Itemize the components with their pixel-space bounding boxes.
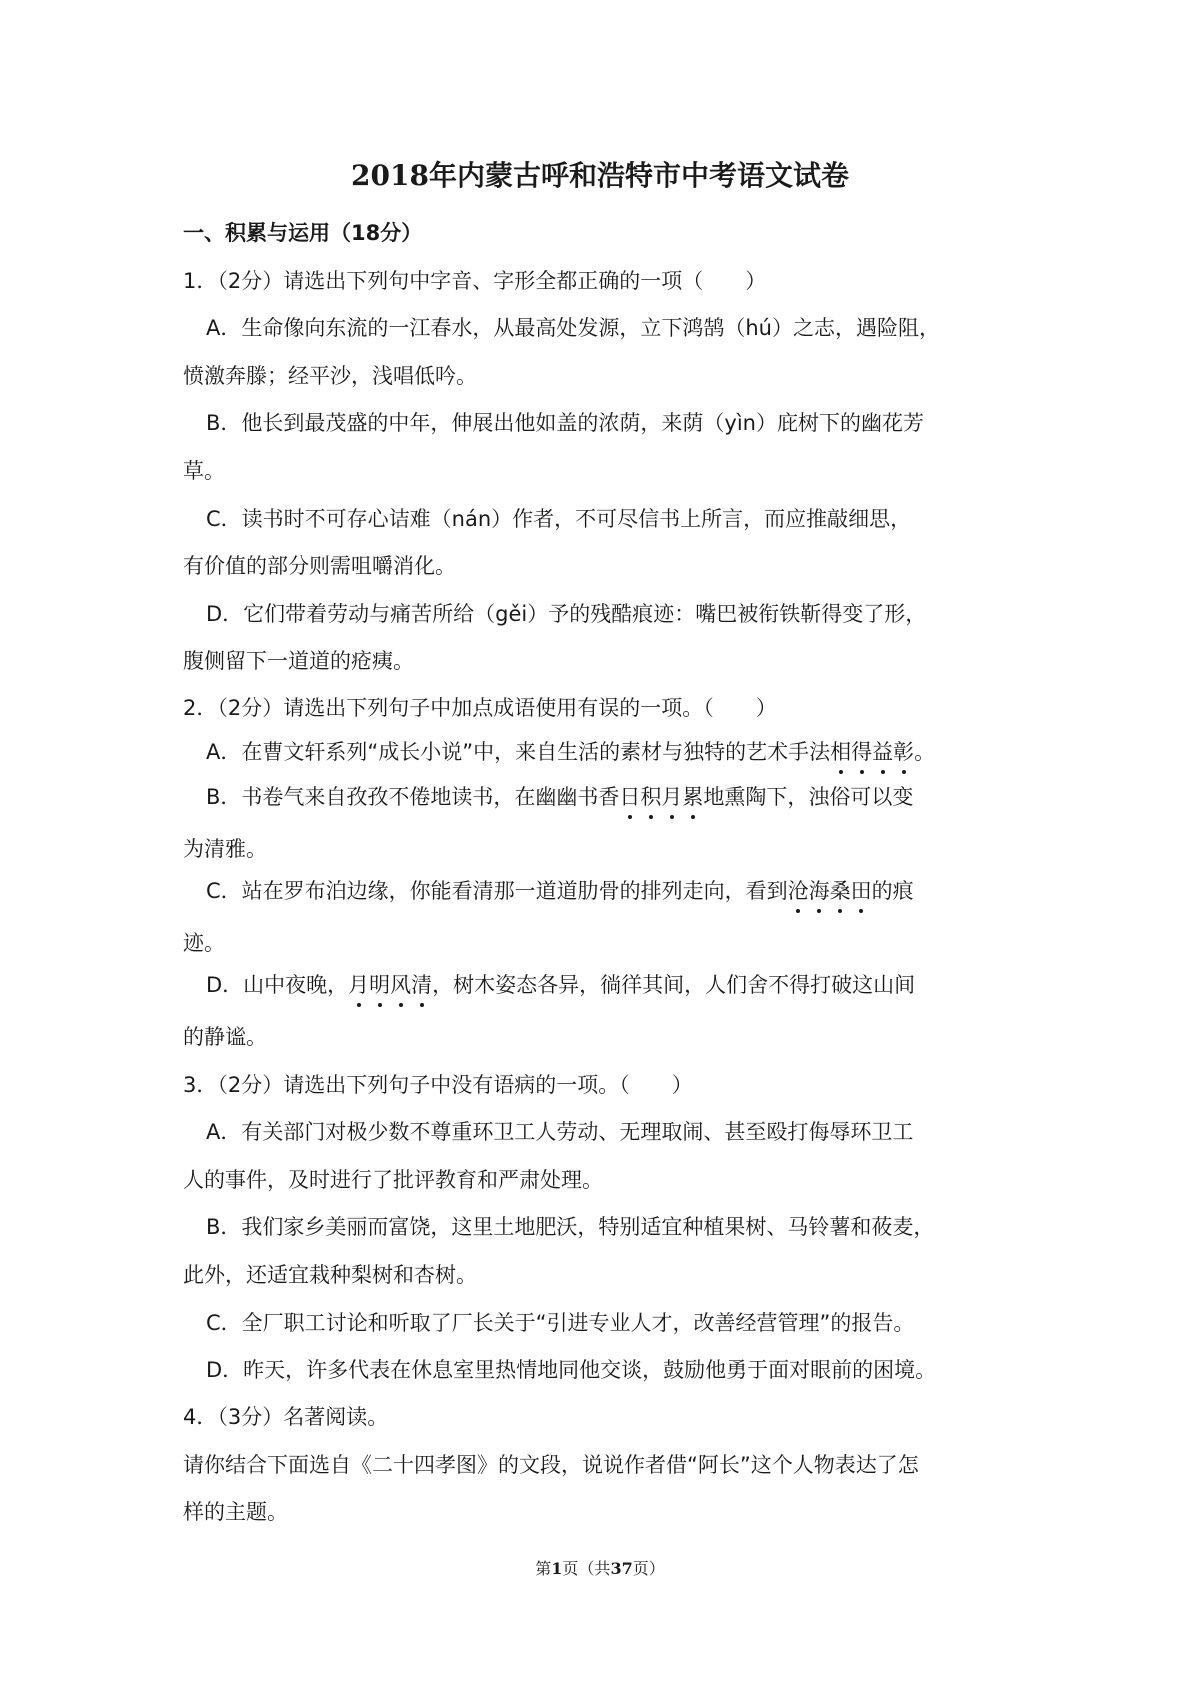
q1-option-a-cont: 愤激奔滕；经平沙，浅唱低吟。 (183, 364, 477, 388)
dotted-char: 相 (830, 737, 851, 767)
q4-prompt-cont: 样的主题。 (183, 1500, 288, 1524)
dotted-char: 桑 (830, 876, 851, 906)
dotted-char: 海 (809, 876, 830, 906)
q2-option-c: C．站在罗布泊边缘，你能看清那一道道肋骨的排列走向，看到沧海桑田的痕 (206, 876, 1056, 906)
q2-option-d-cont: 的静谧。 (183, 1025, 267, 1049)
q3-option-b-cont: 此外，还适宜栽种梨树和杏树。 (183, 1263, 477, 1287)
question-1-stem: 1．（2分）请选出下列句中字音、字形全都正确的一项（ ） (183, 269, 767, 293)
q3-option-a-cont: 人的事件，及时进行了批评教育和严肃处理。 (183, 1168, 603, 1192)
q1-option-c-cont: 有价值的部分则需咀嚼消化。 (183, 554, 456, 578)
dotted-char: 月 (661, 782, 682, 812)
q1-option-b-cont: 草。 (183, 459, 225, 483)
q2-option-b-cont: 为清雅。 (183, 837, 267, 861)
q2-option-b: B．书卷气来自孜孜不倦地读书，在幽幽书香日积月累地熏陶下，浊俗可以变 (206, 782, 1056, 812)
q1-option-d-cont: 腹侧留下一道道的疮痍。 (183, 649, 414, 673)
dotted-char: 日 (619, 782, 640, 812)
q3-option-b: B．我们家乡美丽而富饶，这里土地肥沃，特别适宜种植果树、马铃薯和莜麦， (206, 1215, 935, 1239)
dotted-char: 清 (411, 970, 432, 1000)
page-total: 37 (610, 1559, 633, 1578)
q2-option-d: D．山中夜晚，月明风清，树木姿态各异，徜徉其间，人们舍不得打破这山间 (206, 970, 1056, 1000)
q1-option-a: A．生命像向东流的一江春水，从最高处发源，立下鸿鹄（hú）之志，遇险阻， (206, 316, 940, 340)
dotted-char: 沧 (788, 876, 809, 906)
dotted-char: 得 (851, 737, 872, 767)
question-2-stem: 2．（2分）请选出下列句子中加点成语使用有误的一项。（ ） (183, 696, 777, 720)
page-title: 2018年内蒙古呼和浩特市中考语文试卷 (351, 159, 849, 192)
question-4-stem: 4．（3分）名著阅读。 (183, 1405, 389, 1429)
q2-option-c-cont: 迹。 (183, 931, 225, 955)
dotted-char: 彰 (893, 737, 914, 767)
q4-prompt: 请你结合下面选自《二十四孝图》的文段，说说作者借“阿长”这个人物表达了怎 (183, 1453, 919, 1477)
dotted-char: 月 (348, 970, 369, 1000)
page-footer: 第1页（共37页） (535, 1559, 665, 1578)
q1-option-b: B．他长到最茂盛的中年，伸展出他如盖的浓荫，来荫（yìn）庇树下的幽花芳 (206, 411, 924, 435)
q3-option-a: A．有关部门对极少数不尊重环卫工人劳动、无理取闹、甚至殴打侮辱环卫工 (206, 1120, 914, 1144)
dotted-char: 益 (872, 737, 893, 767)
question-3-stem: 3．（2分）请选出下列句子中没有语病的一项。（ ） (183, 1073, 693, 1097)
q1-option-c: C．读书时不可存心诘难（nán）作者，不可尽信书上所言，而应推敲细思， (206, 507, 912, 531)
section-heading: 一、积累与运用（18分） (183, 221, 423, 245)
dotted-char: 累 (682, 782, 703, 812)
page-number: 1 (551, 1559, 563, 1578)
q2-option-a: A．在曹文轩系列“成长小说”中，来自生活的素材与独特的艺术手法相得益彰。 (206, 737, 1056, 767)
dotted-char: 风 (390, 970, 411, 1000)
dotted-char: 积 (640, 782, 661, 812)
dotted-char: 明 (369, 970, 390, 1000)
dotted-char: 田 (851, 876, 872, 906)
q3-option-c: C．全厂职工讨论和听取了厂长关于“引进专业人才，改善经营管理”的报告。 (206, 1311, 915, 1335)
q1-option-d: D．它们带着劳动与痛苦所给（gěi）予的残酷痕迹：嘴巴被衔铁靳得变了形， (206, 602, 927, 626)
q3-option-d: D．昨天，许多代表在休息室里热情地同他交谈，鼓励他勇于面对眼前的困境。 (206, 1358, 937, 1382)
